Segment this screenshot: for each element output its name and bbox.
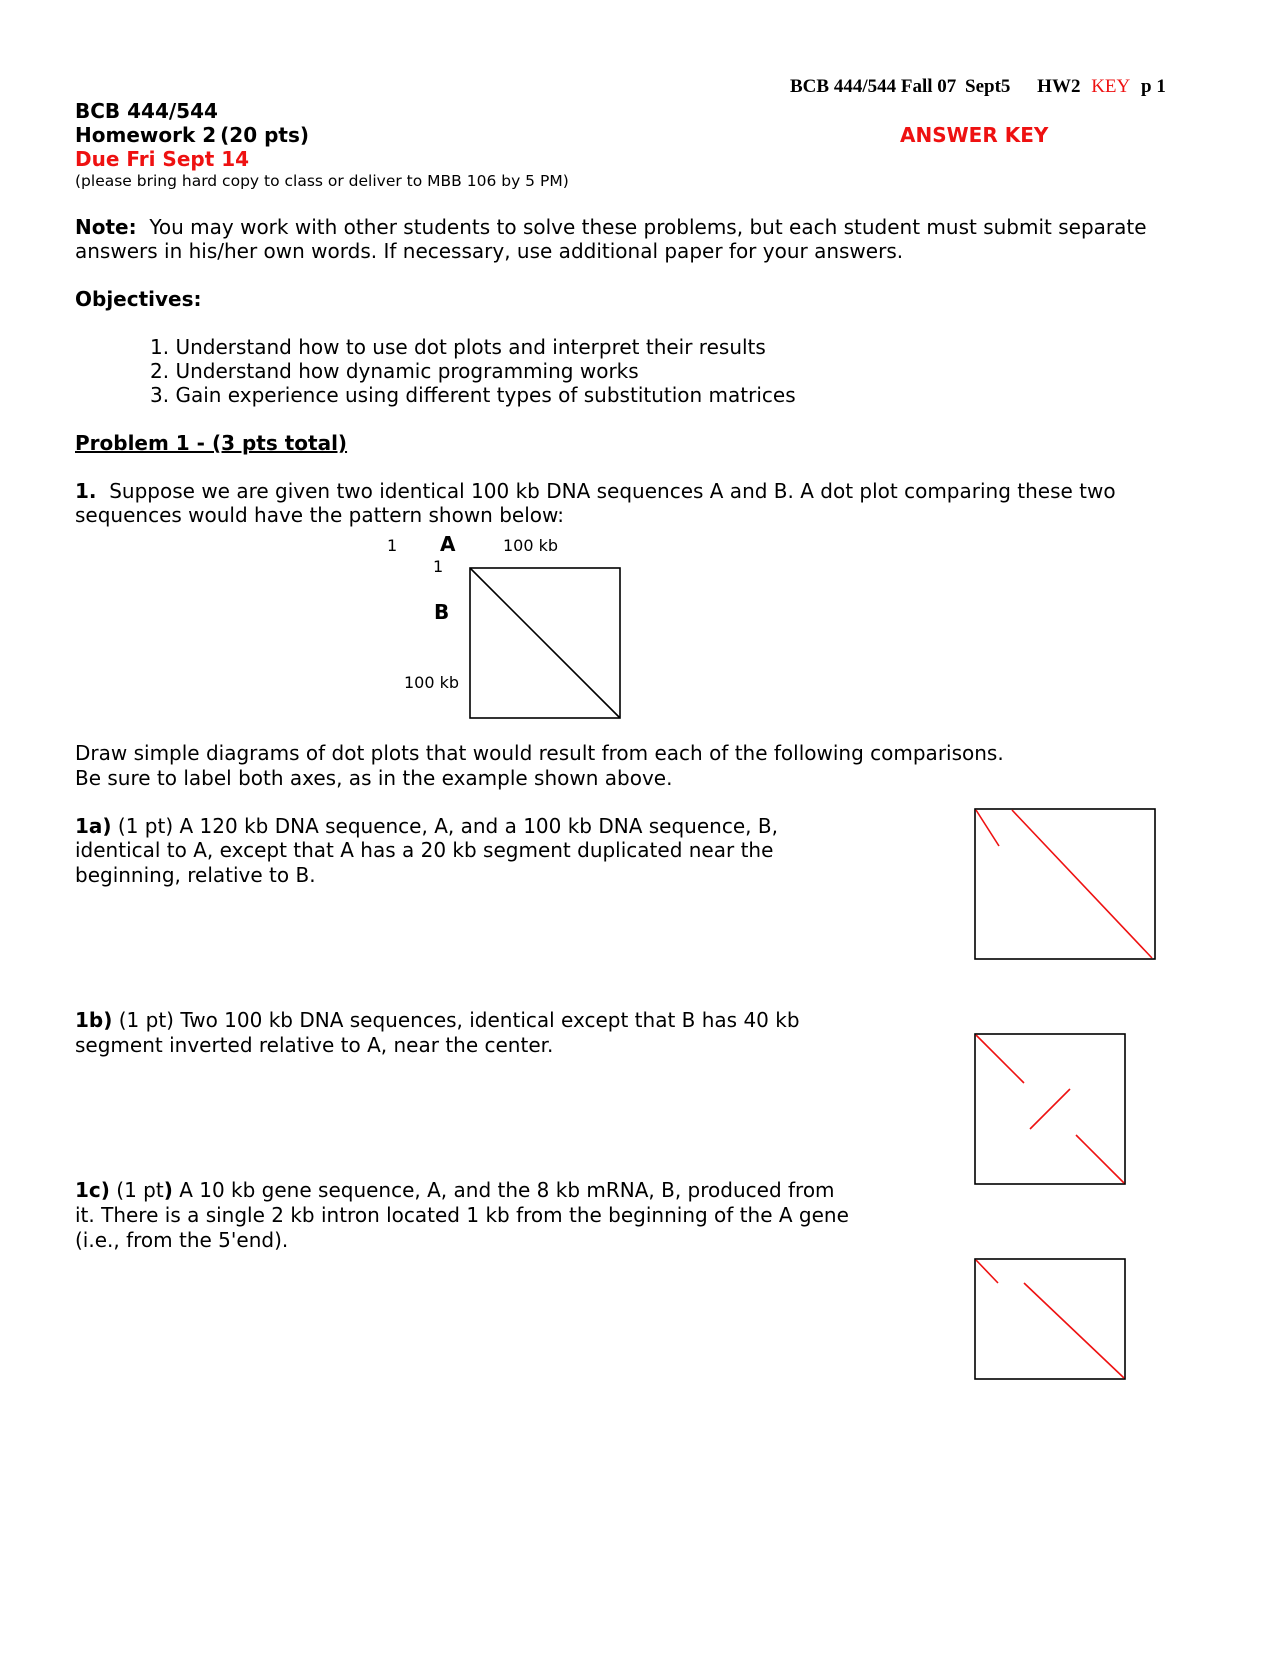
- answer-1b-first-segment: [976, 1035, 1024, 1083]
- problem-1-intro-1: [75, 479, 1116, 504]
- answer-1a-main-diagonal: [1012, 810, 1152, 958]
- page-header: [790, 76, 1166, 98]
- answer-1a-duplicate-segment: [976, 810, 999, 846]
- part-1c-line-2: it. There is a single 2 kb intron located 1 kb from the beginning of the A gene: [75, 1203, 849, 1227]
- instructions-line-2: Be sure to label both axes, as in the example shown above.: [75, 766, 673, 790]
- note-label: Note:: [75, 215, 137, 239]
- header-course-code: BCB 444/544 Fall 07: [790, 76, 957, 97]
- note-line-2: answers in his/her own words. If necessary, use additional paper for your answers.: [75, 239, 904, 263]
- part-1c-pts: (1 pt: [116, 1178, 164, 1202]
- problem-1-intro-text: Suppose we are given two identical 100 kb DNA sequences A and B. A dot plot comparing these two: [109, 479, 1116, 503]
- objectives-heading: Objectives:: [75, 287, 202, 311]
- instructions-line-1: Draw simple diagrams of dot plots that would result from each of the following comparisons.: [75, 741, 1004, 765]
- header-hw: HW2: [1037, 76, 1081, 97]
- part-1c-pts-close: ): [163, 1178, 173, 1202]
- note-line-1: [75, 215, 1147, 240]
- answer-1b-dot-plot: [974, 1033, 1126, 1185]
- note-text-1: You may work with other students to solve these problems, but each student must submit separate: [149, 215, 1147, 239]
- part-1c-label: 1c): [75, 1178, 110, 1202]
- homework-points: (20 pts): [220, 123, 310, 147]
- axis-a-start-label: 1: [387, 536, 398, 555]
- part-1c-line-1: [75, 1178, 835, 1203]
- part-1a-text: (1 pt) A 120 kb DNA sequence, A, and a 100 kb DNA sequence, B,: [117, 814, 778, 838]
- problem-1-number: 1.: [75, 479, 97, 503]
- problem-1-heading: Problem 1 - (3 pts total): [75, 431, 348, 455]
- objective-item-2: 2. Understand how dynamic programming works: [150, 359, 639, 383]
- part-1a-line-2: identical to A, except that A has a 20 kb segment duplicated near the: [75, 838, 774, 862]
- answer-1c-frame: [975, 1259, 1125, 1379]
- objective-item-3: 3. Gain experience using different types of substitution matrices: [150, 383, 796, 407]
- part-1b-label: 1b): [75, 1008, 113, 1032]
- answer-1b-inverted-segment: [1030, 1089, 1070, 1129]
- part-1a-line-1: [75, 814, 778, 839]
- header-date: Sept5: [965, 76, 1011, 97]
- answer-1c-exon-2: [1024, 1283, 1124, 1378]
- part-1b-line-2: segment inverted relative to A, near the center.: [75, 1033, 554, 1057]
- part-1a-label: 1a): [75, 814, 112, 838]
- delivery-note: (please bring hard copy to class or deliver to MBB 106 by 5 PM): [75, 172, 569, 190]
- course-title: BCB 444/544: [75, 99, 218, 123]
- objective-item-1: 1. Understand how to use dot plots and interpret their results: [150, 335, 766, 359]
- due-date: Due Fri Sept 14: [75, 147, 250, 171]
- part-1a-line-3: beginning, relative to B.: [75, 863, 316, 887]
- header-key: KEY: [1091, 76, 1131, 97]
- answer-1a-frame: [975, 809, 1155, 959]
- part-1c-line-3: (i.e., from the 5'end).: [75, 1228, 289, 1252]
- problem-1-intro-2: sequences would have the pattern shown below:: [75, 503, 565, 527]
- homework-title: [75, 123, 309, 147]
- axis-b-end-label: 100 kb: [404, 673, 460, 692]
- header-page: p 1: [1141, 76, 1166, 97]
- answer-1c-dot-plot: [974, 1258, 1126, 1380]
- axis-b-label: B: [434, 600, 450, 624]
- axis-a-label: A: [440, 532, 456, 556]
- answer-1b-last-segment: [1076, 1135, 1124, 1183]
- axis-b-start-label: 1: [433, 557, 444, 576]
- homework-label: Homework 2: [75, 123, 217, 147]
- answer-1c-exon-1: [976, 1260, 998, 1283]
- part-1b-text: (1 pt) Two 100 kb DNA sequences, identical except that B has 40 kb: [118, 1008, 800, 1032]
- part-1c-text: A 10 kb gene sequence, A, and the 8 kb mRNA, B, produced from: [172, 1178, 835, 1202]
- example-plot-diagonal: [470, 568, 620, 718]
- answer-key-label: ANSWER KEY: [900, 123, 1049, 147]
- answer-1a-dot-plot: [974, 808, 1156, 960]
- example-dot-plot: [469, 567, 621, 719]
- axis-a-end-label: 100 kb: [503, 536, 559, 555]
- part-1b-line-1: [75, 1008, 800, 1033]
